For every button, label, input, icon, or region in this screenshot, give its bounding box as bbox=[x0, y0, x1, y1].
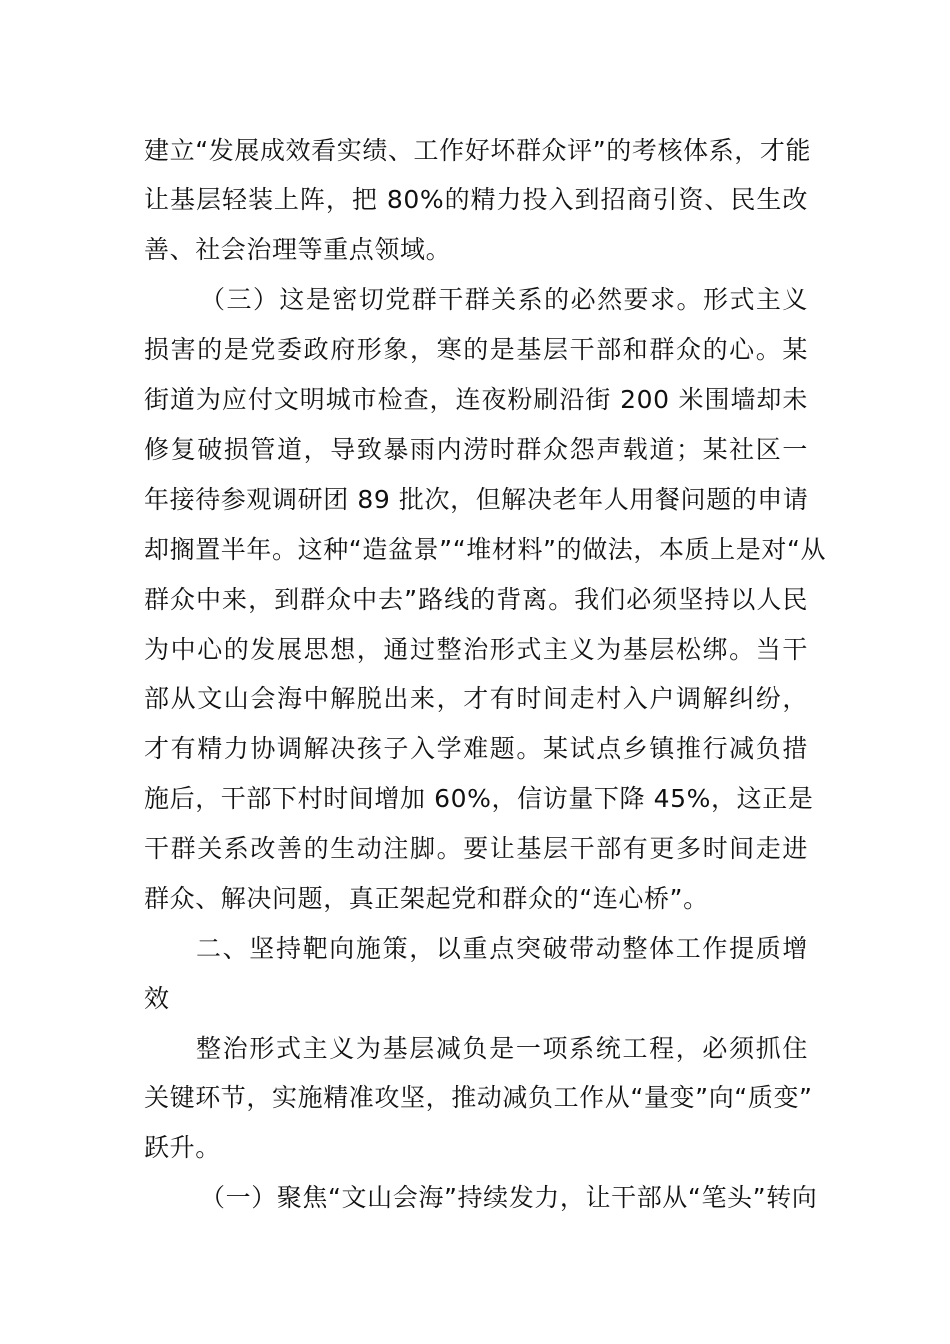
paragraph-line: 部从文山会海中解脱出来，才有时间走村入户调解纠纷， bbox=[144, 684, 808, 713]
paragraph-line: 年接待参观调研团 89 批次，但解决老年人用餐问题的申请 bbox=[144, 485, 809, 514]
section-heading-line: （三）这是密切党群干群关系的必然要求。形式主义 bbox=[200, 285, 808, 314]
paragraph-line: 干群关系改善的生动注脚。要让基层干部有更多时间走进 bbox=[144, 834, 808, 863]
paragraph-line: 关键环节，实施精准攻坚，推动减负工作从“量变”向“质变” bbox=[144, 1083, 813, 1112]
paragraph-line: 跃升。 bbox=[144, 1133, 221, 1162]
paragraph-line: 才有精力协调解决孩子入学难题。某试点乡镇推行减负措 bbox=[144, 734, 808, 763]
paragraph-line: 让基层轻装上阵，把 80%的精力投入到招商引资、民生改 bbox=[144, 185, 808, 214]
chapter-heading-line: 效 bbox=[144, 984, 170, 1013]
paragraph-line: 修复破损管道，导致暴雨内涝时群众怨声载道；某社区一 bbox=[144, 435, 808, 464]
paragraph-line: 建立“发展成效看实绩、工作好坏群众评”的考核体系，才能 bbox=[144, 136, 812, 165]
paragraph-line: 为中心的发展思想，通过整治形式主义为基层松绑。当干 bbox=[144, 635, 808, 664]
paragraph-line: 整治形式主义为基层减负是一项系统工程，必须抓住 bbox=[196, 1034, 808, 1063]
paragraph-line: 施后，干部下村时间增加 60%，信访量下降 45%，这正是 bbox=[144, 784, 814, 813]
chapter-heading-line: 二、坚持靶向施策，以重点突破带动整体工作提质增 bbox=[196, 934, 808, 963]
paragraph-line: 群众、解决问题，真正架起党和群众的“连心桥”。 bbox=[144, 884, 709, 913]
paragraph-line: 善、社会治理等重点领域。 bbox=[144, 235, 452, 264]
paragraph-line: 群众中来，到群众中去”路线的背离。我们必须坚持以人民 bbox=[144, 585, 808, 614]
paragraph-line: 街道为应付文明城市检查，连夜粉刷沿街 200 米围墙却未 bbox=[144, 385, 808, 414]
paragraph-line: 却搁置半年。这种“造盆景”“堆材料”的做法，本质上是对“从 bbox=[144, 535, 827, 564]
paragraph-line: 损害的是党委政府形象，寒的是基层干部和群众的心。某 bbox=[144, 335, 808, 364]
section-heading-line: （一）聚焦“文山会海”持续发力，让干部从“笔头”转向 bbox=[200, 1183, 818, 1212]
